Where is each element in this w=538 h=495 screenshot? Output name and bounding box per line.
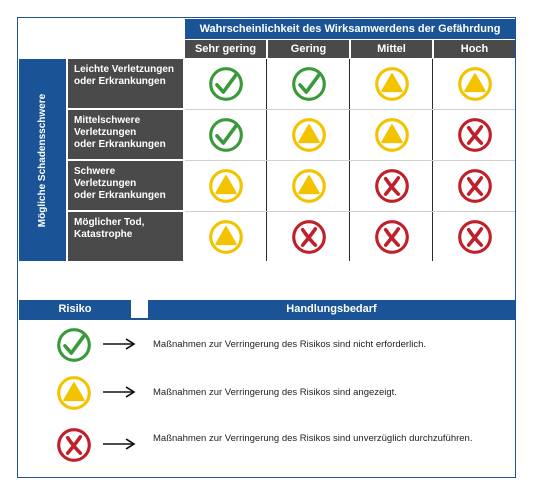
row-header-mittelschwere: Mittelschwere Verletzungen oder Erkrankungen (68, 110, 183, 159)
row-header-leichte: Leichte Verletzungen oder Erkrankungen (68, 59, 183, 108)
arrow-right-icon (102, 338, 136, 350)
legend-description: Maßnahmen zur Verringerung des Risikos sind angezeigt. (153, 387, 397, 398)
cross-circle-icon (434, 212, 516, 262)
check-circle-icon (268, 59, 350, 109)
row-header-schwere: Schwere Verletzungen oder Erkrankungen (68, 161, 183, 210)
legend-divider (19, 318, 515, 320)
column-header-hoch: Hoch (434, 40, 515, 58)
arrow-right-icon (102, 438, 136, 450)
column-header-mittel: Mittel (351, 40, 432, 58)
cross-circle-icon (351, 212, 433, 262)
risk-header: Risiko (19, 300, 131, 318)
warning-triangle-icon (268, 110, 350, 160)
warning-triangle-icon (56, 375, 92, 411)
column-header-sehr-gering: Sehr gering (185, 40, 266, 58)
warning-triangle-icon (351, 59, 433, 109)
cross-circle-icon (351, 161, 433, 211)
cross-circle-icon (434, 161, 516, 211)
arrow-right-icon (102, 386, 136, 398)
row-header-tod: Möglicher Tod, Katastrophe (68, 212, 183, 261)
severity-label-text: Mögliche Schadensschwere (37, 93, 49, 227)
action-header: Handlungsbedarf (148, 300, 515, 318)
legend-description: Maßnahmen zur Verringerung des Risikos sind nicht erforderlich. (153, 339, 426, 350)
severity-side-label (19, 59, 66, 261)
legend-description: Maßnahmen zur Verringerung des Risikos sind unverzüglich durchzuführen. (153, 433, 473, 444)
warning-triangle-icon (351, 110, 433, 160)
cross-circle-icon (434, 110, 516, 160)
cross-circle-icon (56, 427, 92, 463)
check-circle-icon (185, 59, 267, 109)
check-circle-icon (56, 327, 92, 363)
cross-circle-icon (268, 212, 350, 262)
check-circle-icon (185, 110, 267, 160)
warning-triangle-icon (185, 212, 267, 262)
warning-triangle-icon (185, 161, 267, 211)
probability-header: Wahrscheinlichkeit des Wirksamwerdens der Gefährdung (185, 19, 515, 39)
warning-triangle-icon (268, 161, 350, 211)
column-header-gering: Gering (268, 40, 349, 58)
warning-triangle-icon (434, 59, 516, 109)
